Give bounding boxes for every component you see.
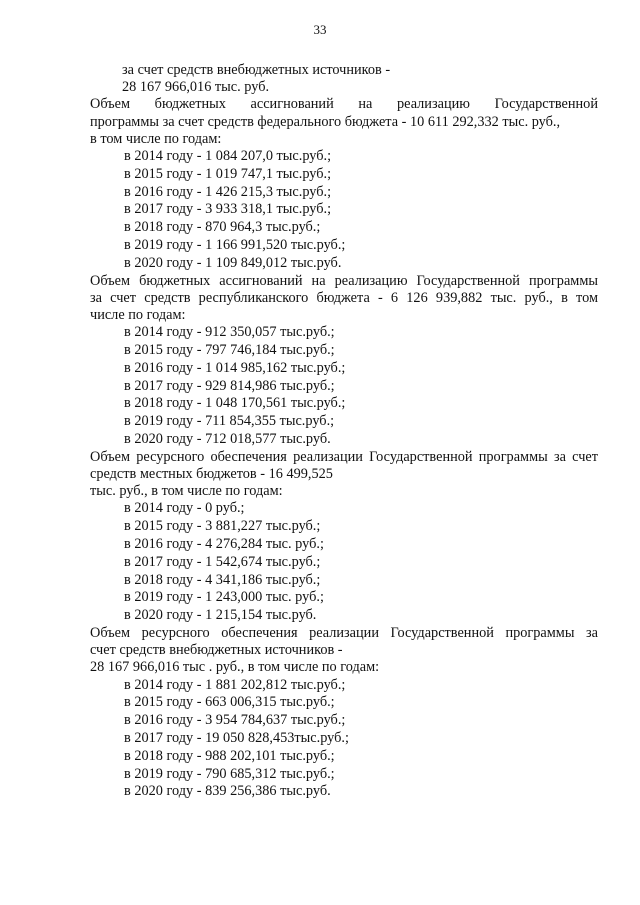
list-item: в 2014 году - 1 881 202,812 тыс.руб.; [124,676,346,693]
list-item: в 2017 году - 19 050 828,453тыс.руб.; [124,729,349,746]
document-body [90,62,598,801]
extrabudget-paragraph-line3: 28 167 966,016 тыс . руб., в том числе по годам: [90,659,380,676]
list-item: в 2018 году - 870 964,3 тыс.руб.; [124,219,321,236]
extrabudget-summary-line1: за счет средств внебюджетных источников - [122,62,391,78]
republic-paragraph-line2: за счет средств республиканского бюджета - 6 126 939,882 тыс. руб., в том [90,289,598,306]
list-item: в 2020 году - 1 215,154 тыс.руб. [124,607,317,624]
list-item: в 2017 году - 3 933 318,1 тыс.руб.; [124,201,332,218]
federal-year-list [90,148,598,273]
list-item: в 2014 году - 0 руб.; [124,500,245,517]
list-item: в 2015 году - 3 881,227 тыс.руб.; [124,518,321,535]
federal-budget-section [90,96,598,272]
list-item: в 2017 году - 929 814,986 тыс.руб.; [124,377,335,394]
page-number: 33 [313,22,327,37]
extrabudget-summary [90,62,598,96]
local-paragraph-line2: средств местных бюджетов - 16 499,525 [90,465,333,482]
republic-paragraph-line3: числе по годам: [90,307,186,323]
list-item: в 2018 году - 1 048 170,561 тыс.руб.; [124,395,346,412]
extrabudget-summary-line2: 28 167 966,016 тыс. руб. [122,79,270,96]
list-item: в 2020 году - 1 109 849,012 тыс.руб. [124,254,342,271]
list-item: в 2015 году - 1 019 747,1 тыс.руб.; [124,165,332,182]
list-item: в 2016 году - 1 426 215,3 тыс.руб.; [124,183,332,200]
local-year-list [90,500,598,625]
extrabudget-paragraph-line2: счет средств внебюджетных источников - [90,642,343,659]
list-item: в 2020 году - 712 018,577 тыс.руб. [124,430,331,447]
local-budget-section [90,449,598,625]
federal-paragraph-line2: программы за счет средств федерального бюджета - 10 611 292,332 тыс. руб., [90,113,561,130]
list-item: в 2014 году - 1 084 207,0 тыс.руб.; [124,148,332,165]
list-item: в 2016 году - 3 954 784,637 тыс.руб.; [124,712,346,729]
local-paragraph-line1: Объем ресурсного обеспечения реализации Государственной программы за счет [90,448,598,465]
federal-paragraph-line3: в том числе по годам: [90,130,222,147]
extrabudget-paragraph-line1: Объем ресурсного обеспечения реализации Государственной программы за [90,624,598,641]
list-item: в 2019 году - 711 854,355 тыс.руб.; [124,413,335,430]
extrabudget-section [90,625,598,801]
list-item: в 2018 году - 4 341,186 тыс.руб.; [124,571,321,588]
federal-paragraph-line1: Объем бюджетных ассигнований на реализацию Государственной [90,96,598,113]
list-item: в 2020 году - 839 256,386 тыс.руб. [124,783,331,800]
list-item: в 2018 году - 988 202,101 тыс.руб.; [124,747,335,764]
list-item: в 2015 году - 663 006,315 тыс.руб.; [124,694,335,711]
republic-paragraph-line1: Объем бюджетных ассигнований на реализацию Государственной программы [90,272,598,289]
list-item: в 2015 году - 797 746,184 тыс.руб.; [124,342,335,358]
list-item: в 2014 году - 912 350,057 тыс.руб.; [124,324,335,341]
republic-year-list [90,324,598,449]
list-item: в 2017 году - 1 542,674 тыс.руб.; [124,553,321,570]
list-item: в 2016 году - 1 014 985,162 тыс.руб.; [124,359,346,376]
republic-budget-section [90,273,598,449]
local-paragraph-line3: тыс. руб., в том числе по годам: [90,483,283,500]
list-item: в 2019 году - 790 685,312 тыс.руб.; [124,765,335,782]
list-item: в 2019 году - 1 243,000 тыс. руб.; [124,589,324,606]
list-item: в 2016 году - 4 276,284 тыс. руб.; [124,535,324,552]
extrabudget-year-list [90,677,598,802]
list-item: в 2019 году - 1 166 991,520 тыс.руб.; [124,237,346,253]
